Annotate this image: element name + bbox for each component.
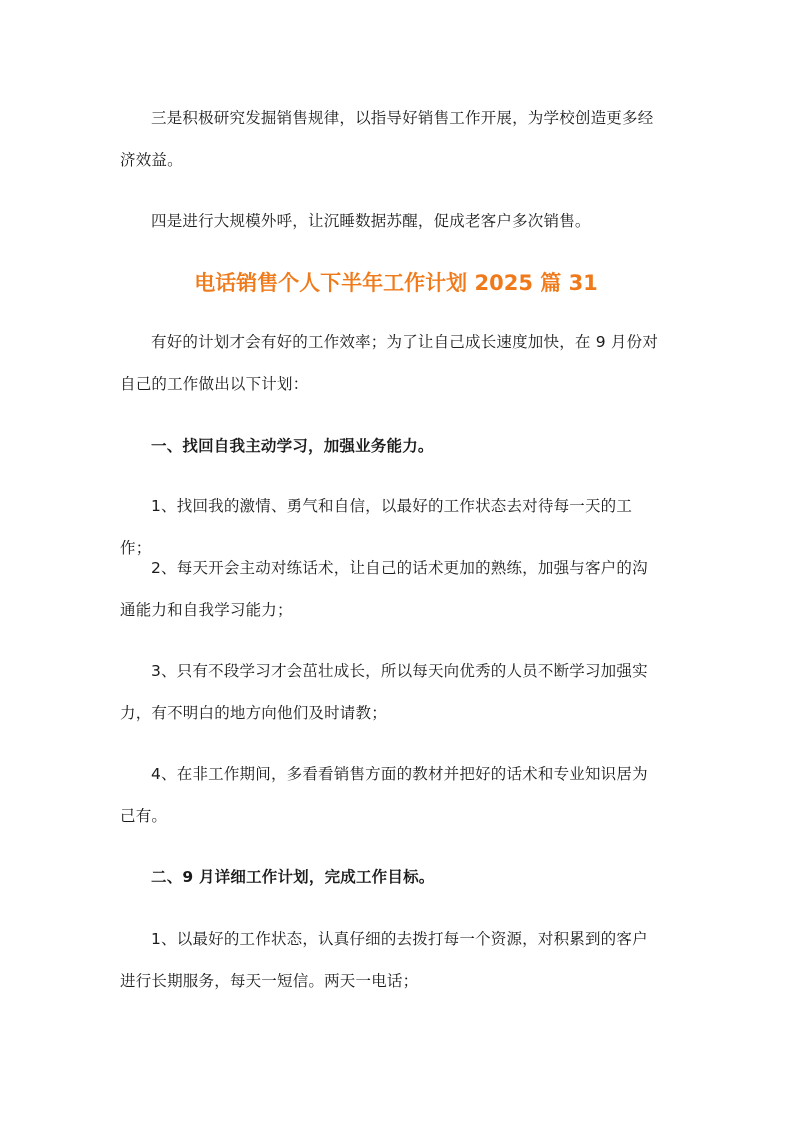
list-item-1-3: 3、只有不段学习才会茁壮成长，所以每天向优秀的人员不断学习加强实力，有不明白的地方向他们及时请教； [120, 662, 648, 722]
list-item-2-1: 1、以最好的工作状态，认真仔细的去拨打每一个资源，对积累到的客户进行长期服务，每天一短信。两天一电话； [120, 930, 648, 990]
list-item-1-2: 2、每天开会主动对练话术，让自己的话术更加的熟练，加强与客户的沟通能力和自我学习能力； [120, 559, 648, 619]
section-title: 电话销售个人下半年工作计划 2025 篇 31 [194, 271, 598, 295]
paragraph-2: 四是进行大规模外呼，让沉睡数据苏醒，促成老客户多次销售。 [151, 212, 591, 230]
section-heading-1: 一、找回自我主动学习，加强业务能力。 [151, 437, 434, 455]
section-heading-2: 二、9 月详细工作计划，完成工作目标。 [151, 868, 435, 886]
list-item-1-1: 1、找回我的激情、勇气和自信，以最好的工作状态去对待每一天的工作； [120, 497, 633, 557]
paragraph-1: 三是积极研究发掘销售规律，以指导好销售工作开展，为学校创造更多经济效益。 [120, 109, 654, 169]
paragraph-3: 有好的计划才会有好的工作效率；为了让自己成长速度加快，在 9 月份对自己的工作做出以下计划： [120, 333, 659, 393]
list-item-1-4: 4、在非工作期间，多看看销售方面的教材并把好的话术和专业知识居为己有。 [120, 765, 648, 825]
